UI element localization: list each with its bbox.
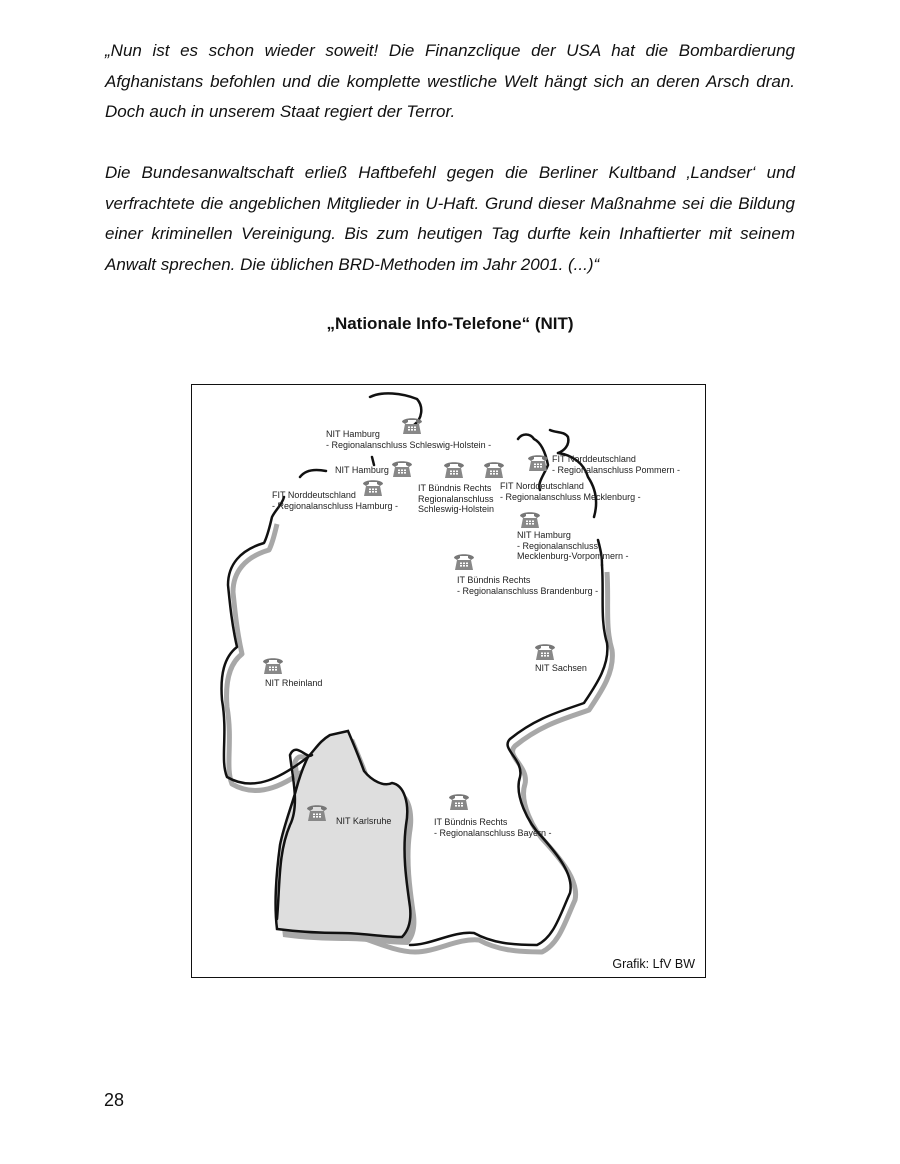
figure-credit: Grafik: LfV BW — [612, 957, 695, 971]
telephone-icon — [535, 644, 555, 660]
telephone-icon — [449, 794, 469, 810]
telephone-icon — [520, 512, 540, 528]
telephone-icon — [263, 658, 283, 674]
label-nit-hamburg: NIT Hamburg — [335, 465, 389, 475]
label-fit-nord-pommern: FIT Norddeutschland - Regionalanschluss Pommern - — [552, 454, 681, 475]
telephone-icon — [484, 462, 504, 478]
quote-paragraph-1: „Nun ist es schon wieder soweit! Die Finanzclique der USA hat die Bombardierung Afghanistans befohlen und die komplette westliche Welt hängt sich an deren Arsch dran. Doch auch in unserem Staat regiert der Terror. — [105, 41, 795, 121]
label-nit-hamburg-sh: NIT Hamburg - Regionalanschluss Schleswig-Holstein - — [326, 429, 492, 450]
page-number: 28 — [104, 1090, 125, 1110]
label-nit-karlsruhe: NIT Karlsruhe — [336, 816, 392, 826]
label-fit-nord-meck: FIT Norddeutschland - Regionalanschluss Mecklenburg - — [500, 481, 641, 502]
label-nit-sachsen: NIT Sachsen — [535, 663, 587, 673]
telephone-icon — [392, 461, 412, 477]
label-nit-hamburg-mv: NIT Hamburg - Regionalanschluss Mecklenburg-Vorpommern - — [517, 530, 629, 561]
label-nit-rheinland: NIT Rheinland — [265, 678, 323, 688]
telephone-icon — [528, 455, 548, 471]
nit-map-figure — [191, 384, 706, 978]
label-it-br-sh: IT Bündnis Rechts Regionalanschluss Schleswig-Holstein — [418, 483, 495, 514]
telephone-icon — [454, 554, 474, 570]
label-fit-nord-hamburg: FIT Norddeutschland - Regionalanschluss Hamburg - — [272, 490, 399, 511]
label-it-br-brandenburg: IT Bündnis Rechts - Regionalanschluss Brandenburg - — [457, 575, 599, 596]
quote-paragraph-2: Die Bundesanwaltschaft erließ Haftbefehl gegen die Berliner Kultband ‚Landser‘ und verfrachtete die angeblichen Mitglieder in U-Haft. Grund dieser Maßnahme sei die Bildung einer kriminellen Vereinigung. Bis zum heutigen Tag durfte kein Inhaftierter mit seinem Anwalt sprechen. Die üblichen BRD-Methoden im Jahr 2001. (...)“ — [105, 163, 795, 274]
telephone-icon — [444, 462, 464, 478]
label-it-br-bayern: IT Bündnis Rechts - Regionalanschluss Bayern - — [434, 817, 552, 838]
section-heading: „Nationale Info-Telefone“ (NIT) — [326, 314, 574, 333]
